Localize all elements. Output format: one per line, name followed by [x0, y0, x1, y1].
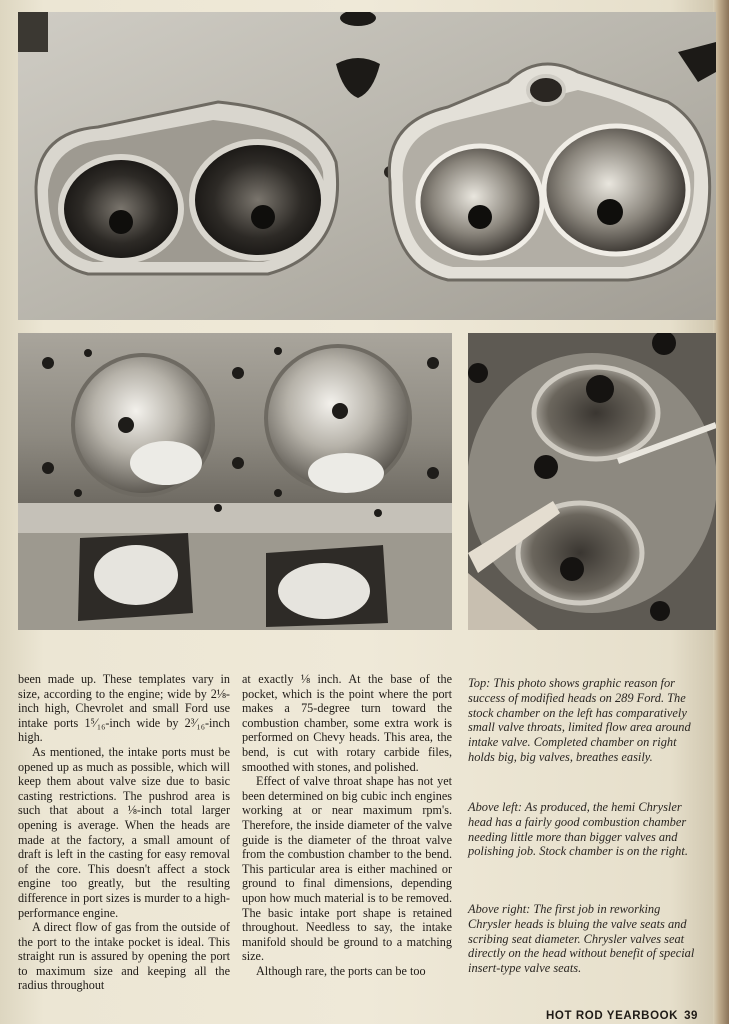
page-number: 39	[684, 1010, 699, 1022]
paragraph: A direct flow of gas from the outside of the port to the intake pocket is ideal. This straight run is assured by opening the port to maximum size and keeping all the radius throughout	[18, 920, 230, 993]
body-column-1	[18, 672, 230, 993]
body-column-2	[242, 672, 452, 978]
caption-text: Above left: As produced, the hemi Chrysler head has a fairly good combustion chamber needing little more than bigger valves and polishing job. Stock chamber is on the right.	[468, 800, 688, 859]
photo-hemi-head	[18, 333, 452, 630]
paragraph: Effect of valve throat shape has not yet been determined on big cubic inch engines working at or near maximum rpm's. Therefore, the inside diameter of the valve guide is the diameter of the throat valve from the combustion chamber to the bend. This particular area is either machined or ground to final dimensions, depending upon how much material is to be removed. The basic intake port shape is retained throughout. Needless to say, the intake manifold should be ground to a matching size.	[242, 774, 452, 964]
caption-top	[468, 676, 706, 765]
publication-name: HOT ROD YEARBOOK	[546, 1010, 679, 1022]
photo-ford-chambers	[18, 12, 716, 320]
paragraph: been made up. These templates vary in size, according to the engine; wide by 2⅛-inch high, Chevrolet and small Ford use intake ports 1⁵⁄₁₆-inch wide by 2³⁄₁₆-inch high.	[18, 672, 230, 745]
page-footer	[546, 1010, 698, 1022]
caption-text: Top: This photo shows graphic reason for success of modified heads on 289 Ford. The stock chamber on the left has comparatively small valve throats, limited flow area around intake valve. Completed chamber on right holds big, big valves, breathes easily.	[468, 676, 691, 764]
paragraph: at exactly ⅛ inch. At the base of the pocket, which is the point where the port makes a 75-degree turn toward the combustion chamber, some extra work is performed on Chevy heads. This area, the bend, is cut with rotary carbide files, smoothed with stones, and polished.	[242, 672, 452, 774]
photo-valve-seat-scribing	[468, 333, 716, 630]
caption-above-right	[468, 902, 706, 976]
caption-above-left	[468, 800, 706, 859]
paragraph: Although rare, the ports can be too	[256, 963, 426, 978]
paragraph: As mentioned, the intake ports must be opened up as much as possible, which will keep them about valve size due to basic casting restrictions. The pushrod area is such that about a ⅛-inch total larger opening is average. When the heads are made at the factory, a small amount of draft is left in the casting for easy removal of the core. This doesn't affect a stock engine too greatly, but the resulting difference in port sizes is murder to a high-performance engine.	[18, 744, 230, 920]
caption-text: Above right: The first job in reworking Chrysler heads is bluing the valve seats and scribing seat diameter. Chrysler valves seat directly on the head without benefit of special insert-type valve seats.	[468, 902, 695, 976]
